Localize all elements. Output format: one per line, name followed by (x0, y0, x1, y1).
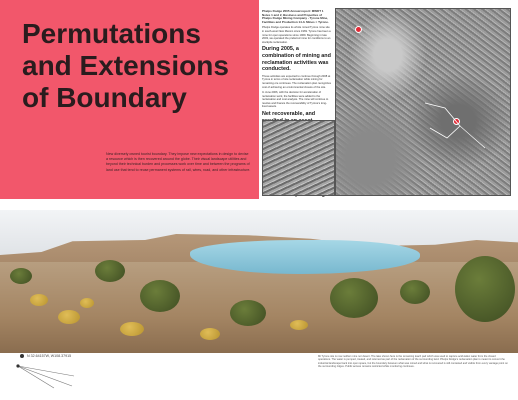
grass-clump (200, 328, 220, 340)
aerial-photo (335, 8, 511, 196)
report-lead: Phelps Dodge 2005 Annual report: MWDT 1 Notes 1 and 2, Business and Properties of Phelps Dodge Mining Company - Tyrone Mine, Facilities and Production 14-3. Mines > Tyrone. (262, 9, 329, 24)
report-highlight: Net recoverable, and (262, 111, 316, 118)
title-caption: New diversely owned tourist boundary. They impose new expectations in design to devise a resource which is then recovered around the globe. Their visual landscape utilities and beyond their technical burden and processes work over time and between the programs of land use that tend to reuse permanent systems of rail, wires, road, and other infrastructure. (106, 152, 251, 172)
report-paragraph: These activities are expected to continue through 2008 at Tyrone in terms of site reclamation while mining for remaining ore continues. The reclamation plan recognizes cost of achieving an environmental closure of the site. (262, 74, 331, 89)
map-pin-icon (20, 354, 24, 358)
shrub (95, 260, 125, 282)
site-coordinates (20, 354, 71, 358)
page-title: Permutations and Extensions of Boundary (22, 18, 229, 113)
grass-clump (30, 294, 48, 306)
view-cone-icon (14, 362, 84, 390)
shrub (230, 300, 266, 326)
aerial-photo-detail (262, 120, 335, 196)
shrub (140, 280, 180, 312)
panorama-photo (0, 210, 518, 353)
grass-clump (58, 310, 80, 324)
report-highlight: During 2005, a combination of mining and reclamation activities was conducted. (262, 46, 331, 73)
shrub (455, 256, 515, 322)
grass-clump (290, 320, 308, 330)
grass-clump (120, 322, 144, 336)
grass-clump (80, 298, 94, 308)
report-paragraph: In June 2006, with the decision for acceleration of reclamation work, the facilities were added to the reclamation and cost analysis. The mine will continue to resolve and finance the recoverability of Tyrone's long-lived assets. (262, 91, 329, 109)
panorama-caption: Mt Tyrone site is now neither mine nor desert. The lake shown here is the remaining leach pad which was used to capture acid-laden water from the closed operations. The water is pumped, treated, and returned as part of the reclamation of the surrounding land. Phelps Dodge's reclamation plan is meant to convert the industrial landscape back into open space, but the boundary between what was mined and what is recovered is still contested and visible from every vantage point on the surrounding ridges. Public access remains restricted while monitoring continues. (318, 355, 508, 369)
coordinates-label: N 32.64157W, W108.37915 (27, 354, 72, 358)
site-outline (335, 8, 511, 196)
shrub (330, 278, 378, 318)
shrub (10, 268, 32, 284)
report-paragraph: Phelps Dodge operates its whole mined Tyrone mine site in south-west New Mexico since 1969. Tyrone has been a mine for open operations since 1969. Beginning in late 2003, we operated the preferred mine for conditions to an stockpile reclamation. (262, 26, 331, 44)
shrub (400, 280, 430, 304)
